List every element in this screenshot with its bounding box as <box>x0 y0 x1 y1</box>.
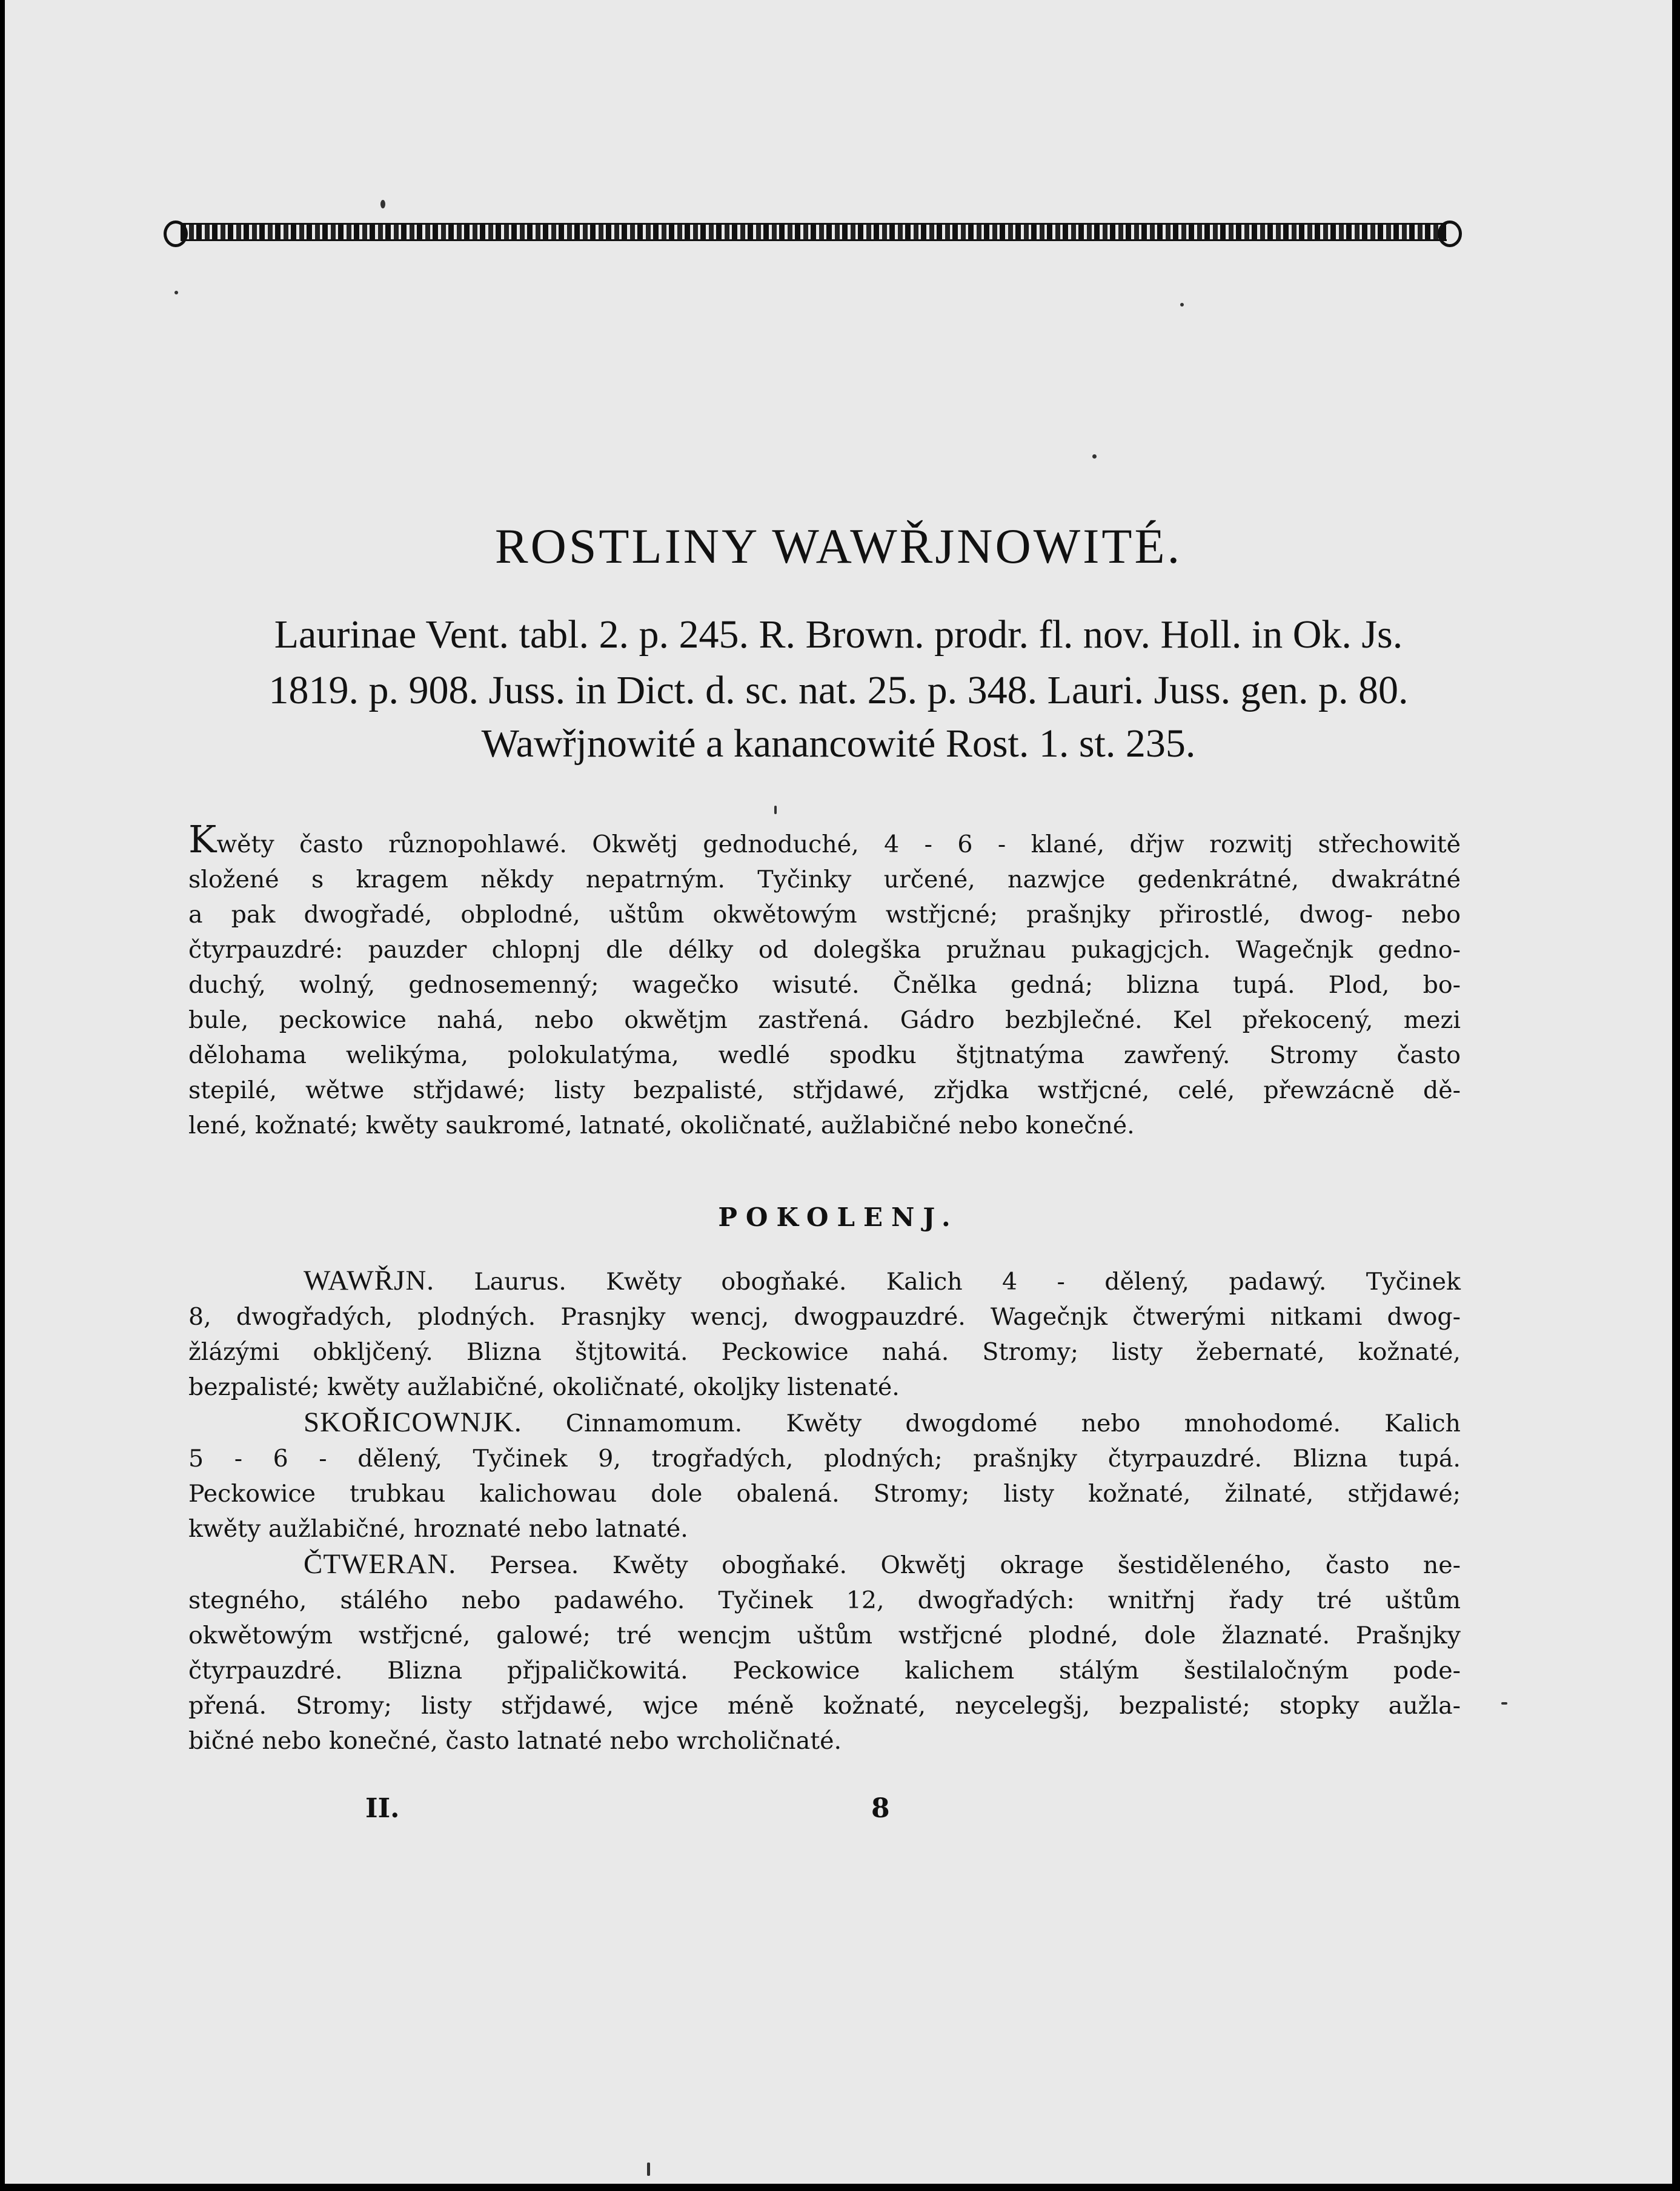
ink-speck <box>380 200 385 208</box>
signature-mark: II. <box>365 1793 400 1824</box>
genus-line: žlázými obkljčený. Blizna štjtowitá. Peckowice nahá. Stromy; listy žebernaté, kožnaté, <box>188 1338 1461 1366</box>
genus-name: WAWŘJN. <box>304 1265 435 1296</box>
genus-entries: WAWŘJN. Laurus. Kwěty obogňaké. Kalich 4 - dělený, padawý. Tyčinek 8, dwogřadých, plodných. Prasnjky wencj, dwogpauzdré. Wagečnjk čtwerými nitkami dwog- žlázými obkljčený. Blizna štjtowitá. Peckowice nahá. Stromy; listy žebernaté, kožnaté, bezpalisté; kwěty aužlabičné, okoličnaté, okoljky listenaté. SKOŘICOWNJK. Cinnamomum. Kwěty dwogdomé nebo mnohodomé. Kalich 5 - 6 - dělený, Tyčinek 9, trogřadých, plodných; prašnjky čtyrpauzdré. Blizna tupá. Peckowice trubkau kalichowau dole obalená. Stromy; listy kožnaté, žilnaté, střjdawé; kwěty aužlabičné, hroznaté nebo latnaté. ČTWERAN. Persea. Kwěty obogňaké. Okwětj okrage šestiděleného, často ne- stegného, stálého nebo padawého. Tyčinek 12, dwogřadých: wnitřnj řady tré uštům okwětowým wstřjcné, galowé; tré wencjm uštům wstřjcné plodné, dole žlaznaté. Prašnjky čtyrpauzdré. Blizna přjpaličkowitá. Peckowice kalichem stálým šestilaločným pode- přená. Stromy; listy střjdawé, wjce méně kožnaté, neycelegšj, bezpalisté; stopky aužla- bičné nebo konečné, často latnaté nebo wrcholičnaté. <box>188 1263 1461 1758</box>
family-description: Kwěty často různopohlawé. Okwětj gednoduché, 4 - 6 - klané, dřjw rozwitj střechowitě složené s kragem někdy nepatrným. Tyčinky určené, nazwjce gedenkrátné, dwakrátné a pak dwogřadé, obplodné, uštům okwětowým wstřjcné; prašnjky přirostlé, dwog- nebo čtyrpauzdré: pauzder chlopnj dle délky od dolegška pružnau pukagjcjch. Wagečnjk gedno- duchý, wolný, gednosemenný; wagečko wisuté. Čnělka gedná; blizna tupá. Plod, bo- bule, peckowice nahá, nebo okwětjm zastřená. Gádro bezbjlečné. Kel překocený, mezi dělohama welikýma, polokulatýma, wedlé spodku štjtnatýma zawřený. Stromy často stepilé, wětwe střjdawé; listy bezpalisté, střjdawé, zřjdka wstřjcné, celé, přewzácně dě- lené, kožnaté; kwěty saukromé, latnaté, okoličnaté, aužlabičné nebo konečné. <box>188 827 1461 1143</box>
reference-line: Wawřjnowité a kanancowité Rost. 1. st. 235. <box>481 721 1196 766</box>
ink-speck <box>174 291 178 294</box>
ink-speck <box>774 806 777 814</box>
genus-line: kwěty aužlabičné, hroznaté nebo latnaté. <box>188 1515 688 1543</box>
genus-name: SKOŘICOWNJK. <box>304 1407 522 1438</box>
genus-line: okwětowým wstřjcné, galowé; tré wencjm uštům wstřjcné plodné, dole žlaznaté. Prašnjky <box>188 1622 1461 1649</box>
description-line: stepilé, wětwe střjdawé; listy bezpalisté, střjdawé, zřjdka wstřjcné, celé, přewzácně dě- <box>188 1076 1461 1104</box>
genus-line: čtyrpauzdré. Blizna přjpaličkowitá. Peckowice kalichem stálým šestilaločným pode- <box>188 1657 1461 1685</box>
genus-line: Peckowice trubkau kalichowau dole obalená. Stromy; listy kožnaté, žilnaté, střjdawé; <box>188 1480 1461 1508</box>
genus-line: bezpalisté; kwěty aužlabičné, okoličnaté, okoljky listenaté. <box>188 1373 900 1401</box>
description-line: lené, kožnaté; kwěty saukromé, latnaté, okoličnaté, aužlabičné nebo konečné. <box>188 1112 1135 1139</box>
genus-name: ČTWERAN. <box>304 1548 457 1580</box>
ink-speck <box>1501 1702 1507 1705</box>
genus-line: 5 - 6 - dělený, Tyčinek 9, trogřadých, plodných; prašnjky čtyrpauzdré. Blizna tupá. <box>188 1445 1461 1473</box>
description-line: bule, peckowice nahá, nebo okwětjm zastřená. Gádro bezbjlečné. Kel překocený, mezi <box>188 1006 1461 1034</box>
document-page <box>5 0 1672 2184</box>
description-line: a pak dwogřadé, obplodné, uštům okwětowým wstřjcné; prašnjky přirostlé, dwog- nebo <box>188 901 1461 929</box>
genus-line: bičné nebo konečné, často latnaté nebo wrcholičnaté. <box>188 1727 842 1755</box>
reference-line: 1819. p. 908. Juss. in Dict. d. sc. nat. 25. p. 348. Lauri. Juss. gen. p. 80. <box>268 668 1409 712</box>
rule-left-end <box>164 220 188 247</box>
decorative-rule <box>181 223 1447 241</box>
sheet-number: 8 <box>871 1793 890 1824</box>
page-title: ROSTLINY WAWŘJNOWITÉ. <box>494 519 1183 574</box>
reference-line: Laurinae Vent. tabl. 2. p. 245. R. Brown. prodr. fl. nov. Holl. in Ok. Js. <box>274 612 1403 657</box>
description-line: složené s kragem někdy nepatrným. Tyčinky určené, nazwjce gedenkrátné, dwakrátné <box>188 866 1461 893</box>
section-heading: POKOLENJ. <box>718 1202 959 1232</box>
rule-right-end <box>1438 220 1462 247</box>
genus-line: 8, dwogřadých, plodných. Prasnjky wencj, dwogpauzdré. Wagečnjk čtwerými nitkami dwog- <box>188 1303 1461 1331</box>
ink-speck <box>1180 303 1184 307</box>
ink-speck <box>647 2163 650 2176</box>
description-line: čtyrpauzdré: pauzder chlopnj dle délky od dolegška pružnau pukagjcjch. Wagečnjk gedno- <box>188 936 1461 964</box>
description-line: dělohama welikýma, polokulatýma, wedlé spodku štjtnatýma zawřený. Stromy často <box>188 1041 1461 1069</box>
genus-line: přená. Stromy; listy střjdawé, wjce méně kožnaté, neycelegšj, bezpalisté; stopky aužla- <box>188 1692 1461 1720</box>
genus-line: stegného, stálého nebo padawého. Tyčinek 12, dwogřadých: wnitřnj řady tré uštům <box>188 1586 1461 1614</box>
ink-speck <box>1092 454 1097 459</box>
drop-initial: K <box>188 817 217 861</box>
description-line: duchý, wolný, gednosemenný; wagečko wisuté. Čnělka gedná; blizna tupá. Plod, bo- <box>188 971 1461 999</box>
